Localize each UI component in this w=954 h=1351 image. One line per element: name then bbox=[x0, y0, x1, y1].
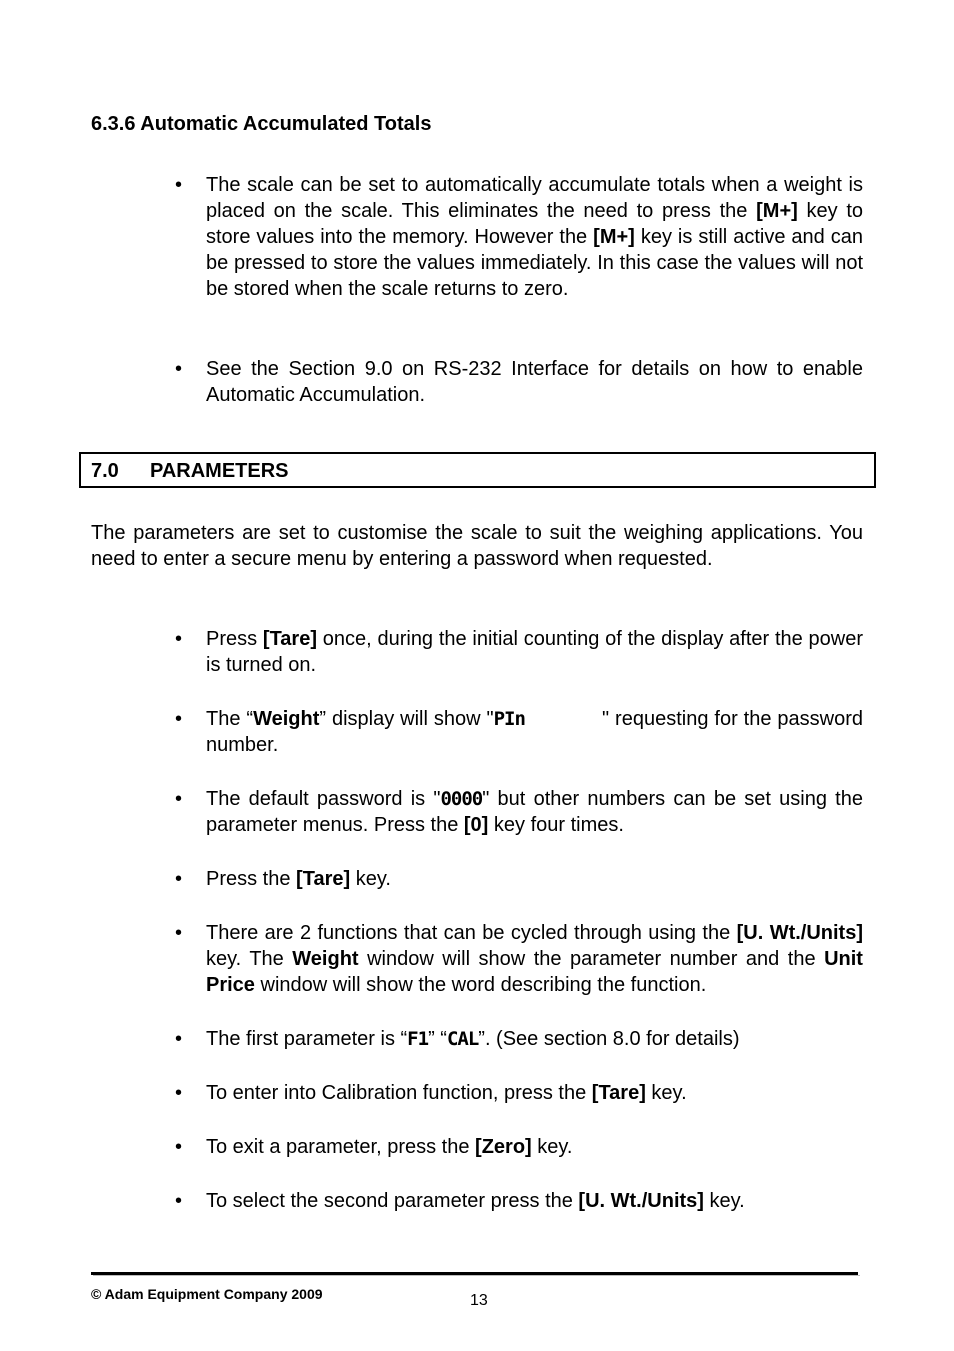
bullet-dot: • bbox=[175, 628, 183, 650]
intro-paragraph: The parameters are set to customise the scale to suit the weighing applications. You need to enter a secure menu by entering a password when requested. bbox=[91, 522, 863, 570]
bullet-dot: • bbox=[175, 868, 183, 890]
bullet-dot: • bbox=[175, 1028, 183, 1050]
display-segment-text: 0000 bbox=[440, 788, 483, 810]
key-label: [U. Wt./Units] bbox=[578, 1190, 704, 1212]
list-item: • The default password is "0000" but other numbers can be set using the parameter menus. Press the [0] key four times. bbox=[175, 788, 863, 836]
list-item: • To select the second parameter press the [U. Wt./Units] key. bbox=[175, 1190, 745, 1212]
bullet-dot: • bbox=[175, 1190, 183, 1212]
section-title: PARAMETERS bbox=[150, 460, 289, 482]
key-label: [M+] bbox=[593, 226, 635, 248]
list-item: • To exit a parameter, press the [Zero] key. bbox=[175, 1136, 573, 1158]
key-label: [M+] bbox=[756, 200, 798, 222]
display-segment-text: PIn bbox=[493, 708, 525, 730]
section-heading-636: 6.3.6 Automatic Accumulated Totals bbox=[91, 113, 432, 135]
bullet-list-parameters bbox=[173, 626, 863, 1242]
section-header-box bbox=[79, 452, 876, 488]
list-item: • Press [Tare] once, during the initial counting of the display after the power is turned on. bbox=[175, 628, 864, 676]
page-number: 13 bbox=[470, 1292, 488, 1309]
bullet-dot: • bbox=[175, 788, 183, 810]
key-label: [0] bbox=[463, 814, 489, 836]
bullet-list-636-b bbox=[173, 356, 863, 408]
list-item: • The “Weight” display will show "PIn " requesting for the password number. bbox=[175, 708, 863, 756]
window-name: Unit Price bbox=[206, 948, 863, 996]
key-label: [Zero] bbox=[475, 1136, 532, 1158]
bullet-dot: • bbox=[175, 708, 183, 730]
bullet-dot: • bbox=[175, 1136, 183, 1158]
list-item: • The first parameter is “F1” “CAL”. (See section 8.0 for details) bbox=[175, 1028, 740, 1050]
bullet-dot: • bbox=[175, 922, 183, 944]
bullet-list-636 bbox=[173, 172, 863, 302]
key-label: [Tare] bbox=[262, 628, 317, 650]
list-item: • There are 2 functions that can be cycled through using the [U. Wt./Units] key. The Weight window will show the parameter number and the Unit Price window will show the word describing the function. bbox=[175, 922, 864, 996]
bullet-dot: • bbox=[175, 358, 183, 380]
window-name: Weight bbox=[253, 708, 320, 730]
key-label: [Tare] bbox=[591, 1082, 646, 1104]
footer-rule-shadow bbox=[93, 1275, 860, 1276]
footer-copyright: © Adam Equipment Company 2009 bbox=[91, 1286, 323, 1302]
bullet-dot: • bbox=[175, 174, 183, 196]
list-item: • To enter into Calibration function, press the [Tare] key. bbox=[175, 1082, 687, 1104]
list-item: • The scale can be set to automatically accumulate totals when a weight is placed on the scale. This eliminates the need to press the [M+] key to store values into the memory. However the [M+] key is still active and can be pressed to store the values immediately. In this case the values will not be stored when the scale returns to zero. bbox=[175, 174, 864, 300]
list-item: • Press the [Tare] key. bbox=[175, 868, 391, 890]
list-item: • See the Section 9.0 on RS-232 Interface for details on how to enable Automatic Accumulation. bbox=[175, 358, 863, 406]
display-segment-text: F1 bbox=[407, 1028, 429, 1050]
key-label: [U. Wt./Units] bbox=[736, 922, 864, 944]
bullet-dot: • bbox=[175, 1082, 183, 1104]
window-name: Weight bbox=[292, 948, 359, 970]
key-label: [Tare] bbox=[296, 868, 351, 890]
display-segment-text: CAL bbox=[446, 1028, 479, 1050]
section-number: 7.0 bbox=[91, 460, 119, 482]
